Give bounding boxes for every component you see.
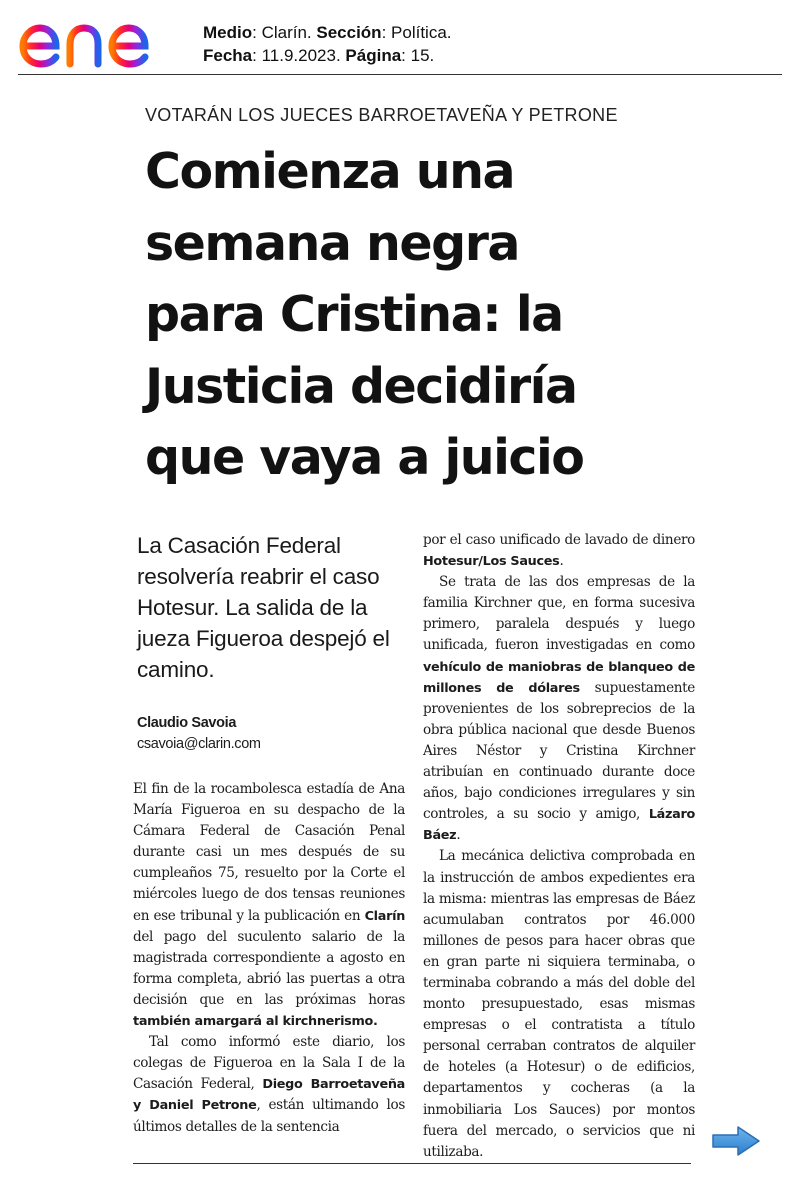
- article-headline: [145, 136, 705, 494]
- article-kicker: VOTARÁN LOS JUECES BARROETAVEÑA Y PETRONE: [145, 105, 618, 125]
- author-email: csavoia@clarin.com: [137, 736, 261, 752]
- body-paragraph: [133, 1032, 405, 1137]
- pagina-value: 15: [410, 46, 430, 65]
- headline-line: Justicia decidiría: [145, 357, 577, 415]
- fecha-label: Fecha: [203, 46, 253, 65]
- meta-line-2: Fecha: 11.9.2023. Página: 15.: [203, 46, 435, 65]
- author-name: Claudio Savoia: [137, 715, 237, 731]
- seccion-label: Sección: [316, 23, 382, 42]
- article-column-right: [423, 530, 695, 1163]
- body-paragraph: La mecánica delictiva comprobada en la instrucción de ambos expedientes era la misma: mientras las empresas de Báez acumulaban contratos por 46.000 millones de pesos para hacer obras que en gran parte ni siquiera terminaba, o terminaba cobrando a más del doble del monto presupuestado, esas mismas empresas o el contratista a título personal cerraban contratos de alquiler de hoteles (a Hotesur) o de edificios, departamentos y cocheras (a la inmobiliaria Los Sauces) por montos fuera del mercado, o servicios que ni utilizaba.: [423, 848, 695, 1160]
- medio-value: Clarín: [261, 23, 307, 42]
- body-bold: Diego Barroetaveña y Daniel Petrone: [133, 1077, 405, 1114]
- body-text: , están ultimando los últimos detalles de la sentencia: [133, 1097, 405, 1135]
- headline-line: Comienza una: [145, 143, 515, 200]
- headline-line: que vaya a juicio: [145, 429, 584, 486]
- body-bold: Hotesur/Los Sauces: [423, 554, 560, 570]
- headline-line: semana negra: [145, 214, 519, 272]
- body-bold: vehículo de maniobras de blanqueo de millones de dólares: [423, 659, 695, 696]
- body-text: del pago del suculento salario de la magistrada correspondiente a agosto en forma completa, abrió las puertas a otra decisión que en las próximas horas: [133, 928, 405, 1008]
- body-paragraph: [423, 572, 695, 846]
- header-divider: [18, 74, 782, 75]
- seccion-value: Política: [391, 23, 447, 42]
- body-text: .: [559, 553, 564, 570]
- meta-line-1: Medio: Clarín. Sección: Política.: [203, 23, 452, 42]
- article-column-left: [133, 530, 405, 1138]
- body-paragraph: [133, 779, 405, 1032]
- body-text: .: [456, 827, 461, 844]
- fecha-value: 11.9.2023: [261, 46, 336, 65]
- clipping-header: [18, 8, 782, 74]
- body-bold: también amargará al kirchnerismo.: [133, 1014, 378, 1030]
- body-bold: Clarín: [364, 908, 405, 924]
- article-dek: La Casación Federal resolvería reabrir el caso Hotesur. La salida de la jueza Figueroa despejó el camino.: [137, 533, 390, 682]
- headline-line: para Cristina: la: [145, 286, 563, 343]
- footer-divider: [133, 1163, 691, 1164]
- enel-logo: [18, 8, 188, 70]
- body-text: Se trata de las dos empresas de la familia Kirchner que, en forma sucesiva primero, paralela después y luego unificada, fueron investigadas en como: [423, 574, 695, 654]
- body-paragraph: [423, 530, 695, 572]
- body-text: por el caso unificado de lavado de dinero: [423, 532, 695, 548]
- body-text: El fin de la rocambolesca estadía de Ana María Figueroa en su despacho de la Cámara Federal de Casación Penal durante casi un mes después de su cumpleaños 75, resuelto por la Corte el miércoles luego de dos tensas reuniones en ese tribunal y la publicación en: [133, 781, 405, 924]
- arrow-right-icon[interactable]: [710, 1124, 762, 1158]
- pagina-label: Página: [345, 46, 402, 65]
- body-bold: Lázaro Báez: [423, 807, 695, 844]
- body-text: Tal como informó este diario, los colegas de Figueroa en la Sala I de la Casación Federal,: [133, 1034, 405, 1093]
- clipping-meta: [203, 21, 452, 67]
- medio-label: Medio: [203, 23, 253, 42]
- body-text: supuestamente provenientes de los sobreprecios de la obra pública nacional que desde Buenos Aires Néstor y Cristina Kirchner atribuían en continuado durante doce años, bajo condiciones irregulares y sin controles, a su socio y amigo,: [423, 679, 695, 823]
